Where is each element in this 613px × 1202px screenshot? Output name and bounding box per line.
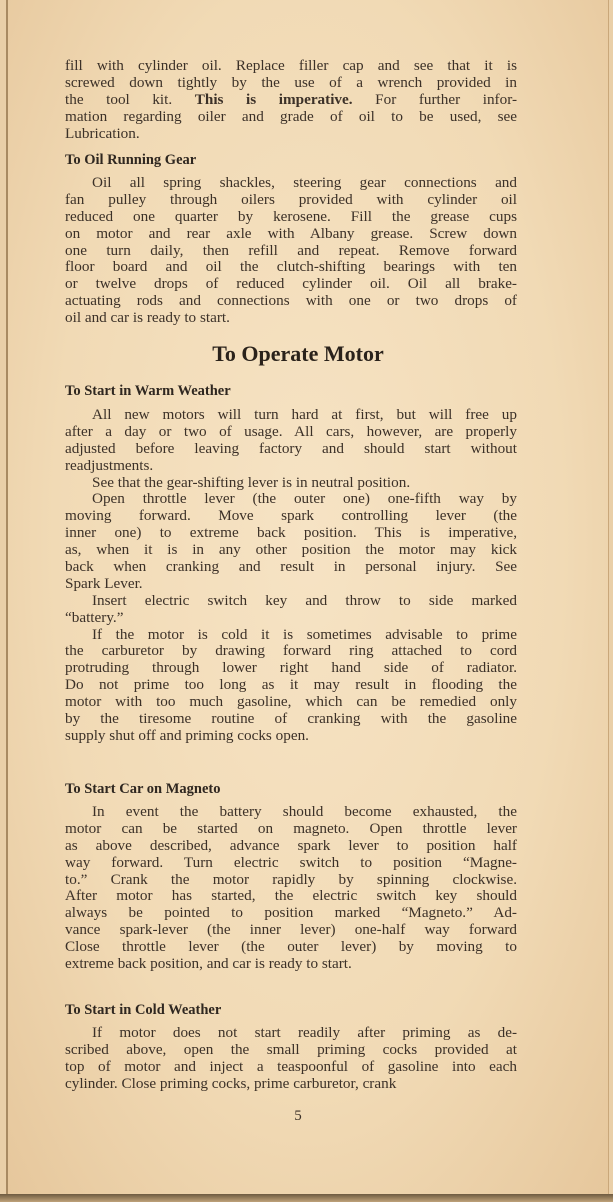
section-cold-weather bbox=[65, 1001, 517, 1093]
page-edge bbox=[0, 1194, 613, 1202]
text-line: All new motors will turn hard at first, but will free up bbox=[92, 406, 517, 423]
text-line: Oil all spring shackles, steering gear connections and bbox=[92, 174, 517, 191]
text-line: back when cranking and result in personal injury. See bbox=[65, 558, 517, 576]
page-number: 5 bbox=[294, 1108, 302, 1124]
text-line: If the motor is cold it is sometimes advisable to prime bbox=[92, 625, 517, 643]
section-magneto bbox=[65, 780, 517, 973]
text-line: after a day or two of usage. All cars, however, are properly bbox=[65, 422, 517, 440]
section-heading: To Oil Running Gear bbox=[65, 152, 197, 168]
section-warm-weather bbox=[65, 382, 517, 745]
text-line: protruding through lower right hand side of radiator. bbox=[65, 659, 517, 677]
text-line: on motor and rear axle with Albany grease. Screw down bbox=[65, 224, 517, 242]
text-line: Do not prime too long as it may result in flooding the bbox=[65, 676, 517, 694]
text-line: “battery.” bbox=[65, 608, 124, 626]
text-line: Spark Lever. bbox=[65, 574, 143, 592]
text-line: to.” Crank the motor rapidly by spinning clockwise. bbox=[65, 870, 517, 888]
text-line: by the tiresome routine of cranking with the gasoline bbox=[65, 710, 517, 728]
text-line: After motor has started, the electric switch key should bbox=[65, 887, 517, 905]
section-oil-running-gear bbox=[65, 151, 517, 327]
text-line: mation regarding oiler and grade of oil to be used, see bbox=[65, 107, 517, 125]
text-line: In event the battery should become exhausted, the bbox=[92, 803, 517, 820]
text-line: If motor does not start readily after priming as de- bbox=[92, 1024, 517, 1041]
text-line: way forward. Turn electric switch to position “Magne- bbox=[65, 853, 517, 871]
text-line: inner one) to extreme back position. This is imperative, bbox=[65, 524, 517, 542]
text-line: Close throttle lever (the outer lever) by moving to bbox=[65, 938, 517, 956]
text-line: oil and car is ready to start. bbox=[65, 309, 230, 327]
section-heading: To Start Car on Magneto bbox=[65, 781, 221, 797]
text-line: actuating rods and connections with one or two drops of bbox=[65, 292, 517, 310]
text-line: motor can be started on magneto. Open throttle lever bbox=[65, 819, 517, 837]
text-line: motor with too much gasoline, which can be remedied only bbox=[65, 693, 517, 711]
text-line: cylinder. Close priming cocks, prime carburetor, crank bbox=[65, 1074, 397, 1092]
text-line: vance spark-lever (the inner lever) one-half way forward bbox=[65, 921, 517, 939]
text-line: top of motor and inject a teaspoonful of gasoline into each bbox=[65, 1057, 517, 1075]
text-line: fan pulley through oilers provided with cylinder oil bbox=[65, 190, 517, 208]
document-page bbox=[6, 0, 609, 1194]
section-heading: To Start in Cold Weather bbox=[65, 1002, 222, 1018]
text-line: See that the gear-shifting lever is in neutral position. bbox=[92, 473, 411, 491]
text-line: readjustments. bbox=[65, 456, 154, 474]
text-line: one turn daily, then refill and repeat. Remove forward bbox=[65, 241, 517, 259]
text-line: Lubrication. bbox=[65, 124, 140, 142]
text-line: reduced one quarter by kerosene. Fill the grease cups bbox=[65, 207, 517, 225]
text-line: the carburetor by drawing forward ring attached to cord bbox=[65, 642, 517, 660]
section-title: To Operate Motor bbox=[212, 341, 384, 366]
text-line: supply shut off and priming cocks open. bbox=[65, 726, 309, 744]
intro-paragraph bbox=[65, 58, 517, 142]
text-line: moving forward. Move spark controlling lever (the bbox=[65, 507, 517, 525]
text-line: Insert electric switch key and throw to side marked bbox=[92, 591, 517, 609]
text-line: as, when it is in any other position the motor may kick bbox=[65, 541, 517, 559]
section-heading: To Start in Warm Weather bbox=[65, 383, 231, 399]
text-line: always be pointed to position marked “Magneto.” Ad- bbox=[65, 904, 517, 922]
text-line: fill with cylinder oil. Replace filler cap and see that it is bbox=[65, 57, 517, 74]
text-line: adjusted before leaving factory and should start without bbox=[65, 439, 517, 457]
text-line: or twelve drops of reduced cylinder oil. Oil all brake- bbox=[65, 275, 517, 293]
text-line: extreme back position, and car is ready to start. bbox=[65, 955, 352, 973]
text-line: floor board and oil the clutch-shifting bearings with ten bbox=[65, 258, 517, 276]
text-line: Open throttle lever (the outer one) one-fifth way by bbox=[92, 490, 517, 508]
text-line: the tool kit. This is imperative. For further infor- bbox=[65, 90, 518, 108]
text-line: scribed above, open the small priming cocks provided at bbox=[65, 1040, 517, 1058]
text-line: screwed down tightly by the use of a wrench provided in bbox=[65, 73, 517, 91]
text-line: as above described, advance spark lever to position half bbox=[65, 836, 517, 854]
